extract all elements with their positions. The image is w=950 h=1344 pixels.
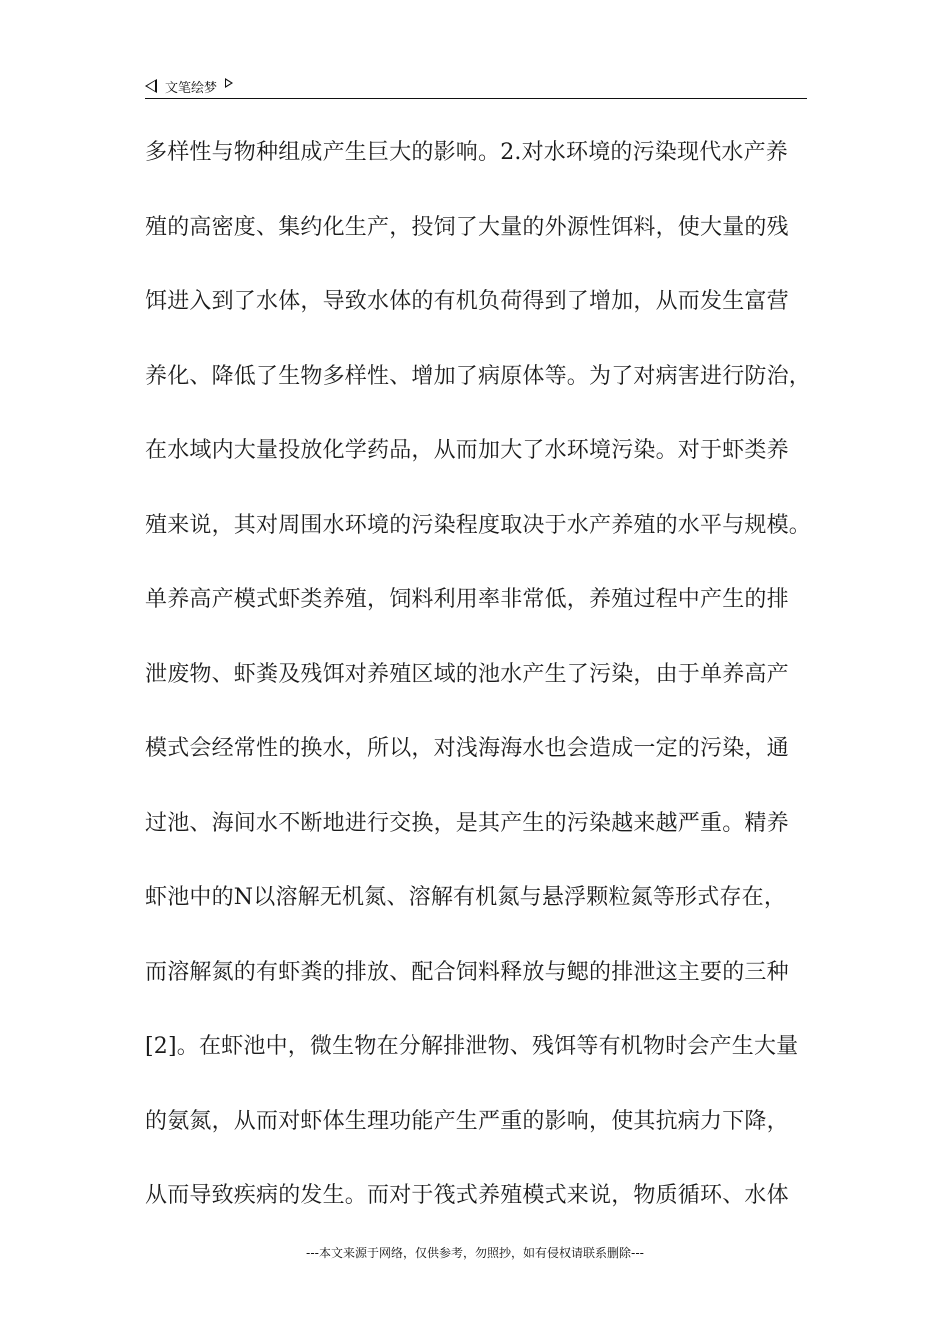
page-header: [145, 74, 807, 98]
header-divider: [145, 98, 807, 99]
text-line: 而溶解氮的有虾粪的排放、配合饲料释放与鳃的排泄这主要的三种: [145, 959, 789, 985]
text-line: [2]。在虾池中，微生物在分解排泄物、残饵等有机物时会产生大量: [145, 1034, 799, 1059]
text-line: 单养高产模式虾类养殖，饲料利用率非常低，养殖过程中产生的排: [145, 587, 789, 612]
header-title: 文笔绘梦: [165, 80, 218, 96]
text-line: 多样性与物种组成产生巨大的影响。2.对水环境的污染现代水产养: [145, 140, 788, 165]
body-text: [145, 128, 825, 1246]
text-line: 殖的高密度、集约化生产，投饲了大量的外源性饵料，使大量的残: [145, 214, 789, 240]
text-line: 模式会经常性的换水，所以，对浅海海水也会造成一定的污染，通: [145, 736, 789, 761]
text-line: 在水域内大量投放化学药品，从而加大了水环境污染。对于虾类养: [145, 438, 789, 463]
text-line: 从而导致疾病的发生。而对于筏式养殖模式来说，物质循环、水体: [145, 1183, 789, 1208]
text-line: 殖来说，其对周围水环境的污染程度取决于水产养殖的水平与规模。: [145, 512, 812, 538]
text-line: 泄废物、虾粪及残饵对养殖区域的池水产生了污染，由于单养高产: [145, 661, 789, 687]
text-line: 饵进入到了水体，导致水体的有机负荷得到了增加，从而发生富营: [145, 289, 789, 314]
left-triangle-icon: [145, 79, 157, 93]
text-line: 的氨氮，从而对虾体生理功能产生严重的影响，使其抗病力下降，: [145, 1108, 789, 1134]
footer-notice: ---本文来源于网络，仅供参考，勿照抄，如有侵权请联系删除---: [306, 1246, 644, 1260]
text-line: 养化、降低了生物多样性、增加了病原体等。为了对病害进行防治，: [145, 363, 812, 389]
text-line: 虾池中的N以溶解无机氮、溶解有机氮与悬浮颗粒氮等形式存在，: [145, 885, 787, 910]
text-line: 过池、海间水不断地进行交换，是其产生的污染越来越严重。精养: [145, 810, 789, 836]
right-triangle-icon: [225, 78, 233, 88]
